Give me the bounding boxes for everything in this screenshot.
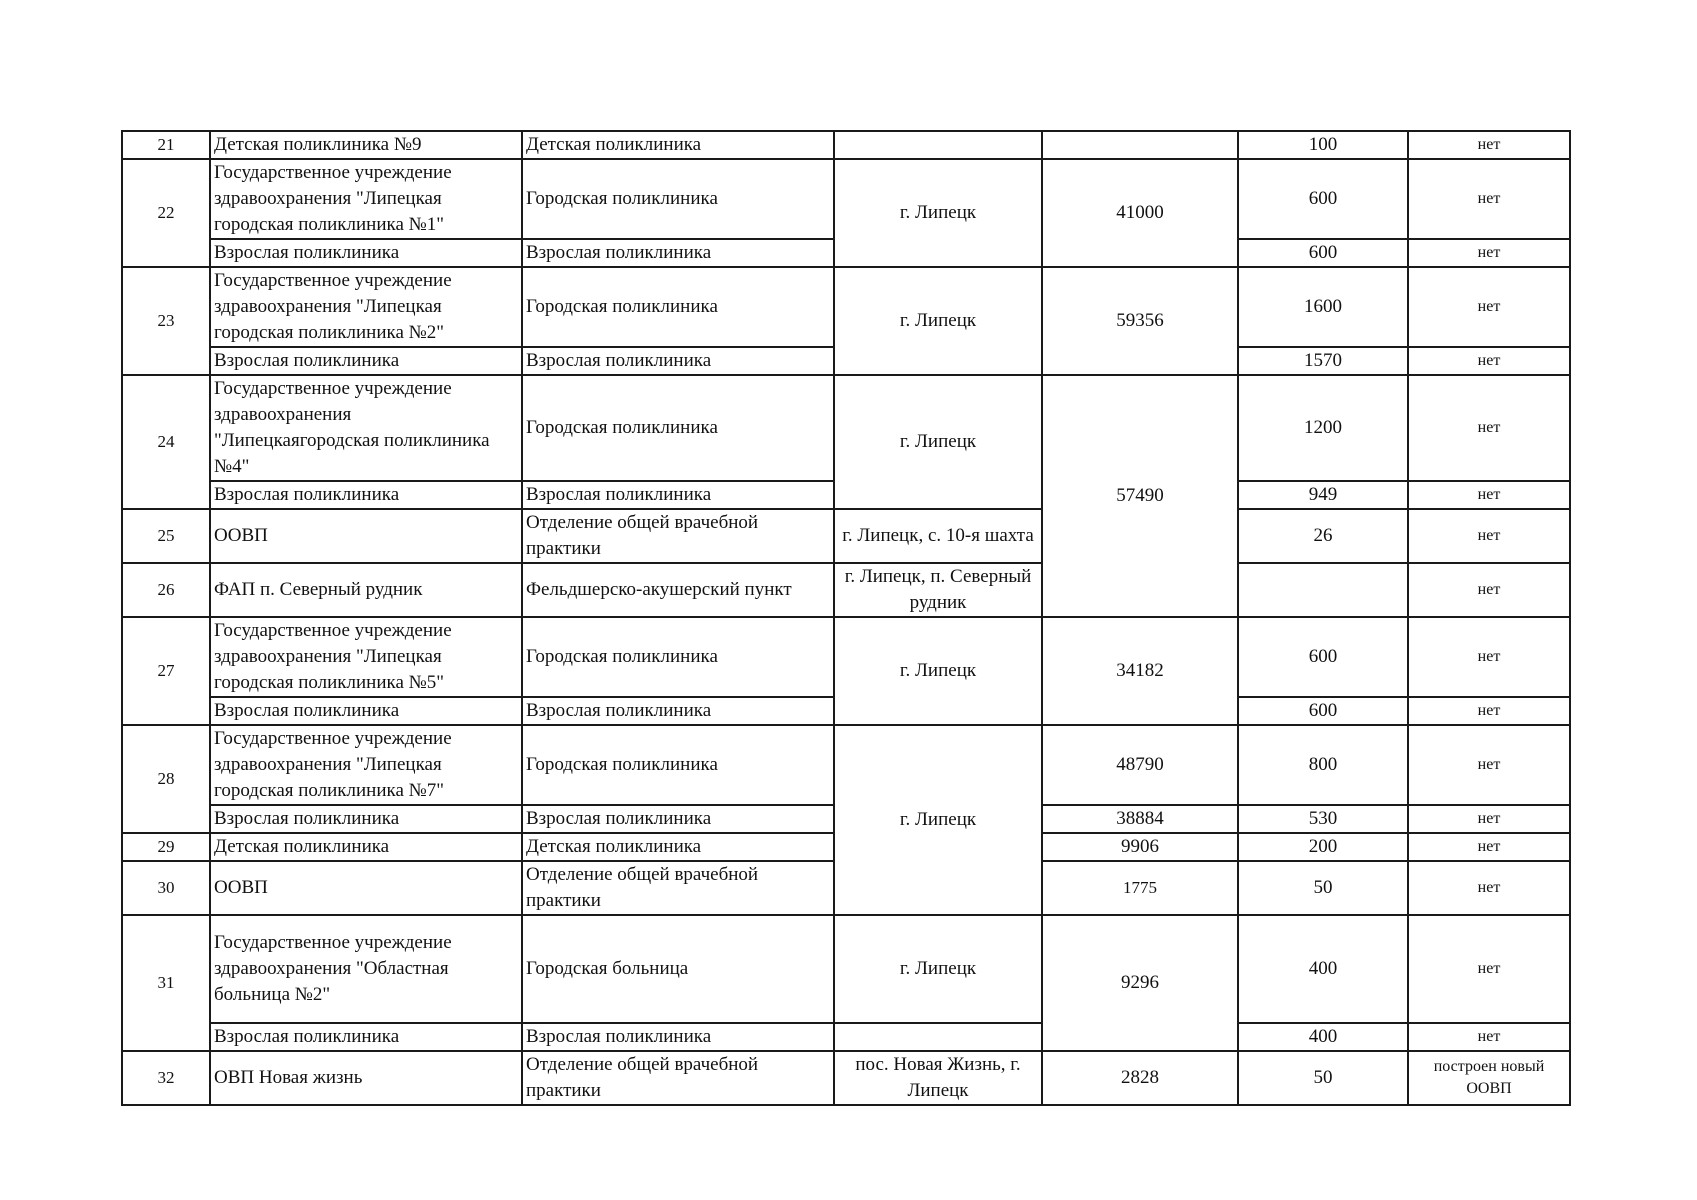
facility-name: Государственное учреждение здравоохранения "Липецкая городская поликлиника №2": [210, 267, 522, 347]
status-cell: нет: [1408, 805, 1570, 833]
capacity-cell: 50: [1238, 861, 1408, 915]
capacity-cell: 530: [1238, 805, 1408, 833]
table-row: [122, 1051, 1570, 1105]
capacity-cell: 26: [1238, 509, 1408, 563]
row-number: 22: [122, 159, 210, 267]
facility-type: Городская поликлиника: [522, 159, 834, 239]
facility-name: Государственное учреждение здравоохранения "Липецкая городская поликлиника №1": [210, 159, 522, 239]
status-cell: нет: [1408, 375, 1570, 481]
table-row: [122, 131, 1570, 159]
table-row: [122, 375, 1570, 481]
facility-type: Фельдшерско-акушерский пункт: [522, 563, 834, 617]
facility-type: Взрослая поликлиника: [522, 1023, 834, 1051]
population-cell: 9296: [1042, 915, 1238, 1051]
facility-type: Городская поликлиника: [522, 375, 834, 481]
capacity-cell: 1600: [1238, 267, 1408, 347]
row-number: 23: [122, 267, 210, 375]
status-cell: нет: [1408, 267, 1570, 347]
facility-name: Детская поликлиника: [210, 833, 522, 861]
location-cell: г. Липецк: [834, 267, 1042, 375]
row-number: 29: [122, 833, 210, 861]
status-cell: нет: [1408, 481, 1570, 509]
facility-name: Взрослая поликлиника: [210, 239, 522, 267]
facility-type: Детская поликлиника: [522, 833, 834, 861]
population-cell: 2828: [1042, 1051, 1238, 1105]
facilities-table: [121, 130, 1571, 1106]
location-cell: г. Липецк: [834, 725, 1042, 915]
table-row: [122, 267, 1570, 347]
status-cell: нет: [1408, 159, 1570, 239]
location-cell: г. Липецк: [834, 159, 1042, 267]
population-cell: 38884: [1042, 805, 1238, 833]
capacity-cell: 400: [1238, 915, 1408, 1023]
population-cell: 48790: [1042, 725, 1238, 805]
status-cell: нет: [1408, 131, 1570, 159]
location-cell: г. Липецк, п. Северный рудник: [834, 563, 1042, 617]
facility-name: ФАП п. Северный рудник: [210, 563, 522, 617]
table-row: [122, 617, 1570, 697]
row-number: 30: [122, 861, 210, 915]
row-number: 25: [122, 509, 210, 563]
facility-type: Взрослая поликлиника: [522, 697, 834, 725]
location-cell: г. Липецк: [834, 915, 1042, 1023]
location-cell: г. Липецк: [834, 375, 1042, 509]
status-cell: нет: [1408, 509, 1570, 563]
facility-name: ООВП: [210, 861, 522, 915]
row-number: 26: [122, 563, 210, 617]
facility-name: ОВП Новая жизнь: [210, 1051, 522, 1105]
facility-type: Взрослая поликлиника: [522, 347, 834, 375]
facility-name: Взрослая поликлиника: [210, 481, 522, 509]
table-row: [122, 915, 1570, 1023]
population-cell: [1042, 131, 1238, 159]
population-cell: 57490: [1042, 375, 1238, 617]
table-row: [122, 159, 1570, 239]
status-cell: нет: [1408, 1023, 1570, 1051]
status-cell: нет: [1408, 697, 1570, 725]
row-number: 28: [122, 725, 210, 833]
population-cell: 9906: [1042, 833, 1238, 861]
location-cell: г. Липецк: [834, 617, 1042, 725]
capacity-cell: 600: [1238, 159, 1408, 239]
facility-type: Взрослая поликлиника: [522, 239, 834, 267]
status-cell: нет: [1408, 347, 1570, 375]
capacity-cell: 949: [1238, 481, 1408, 509]
table-row: [122, 725, 1570, 805]
status-cell: нет: [1408, 915, 1570, 1023]
facility-type: Отделение общей врачебной практики: [522, 509, 834, 563]
population-cell: 59356: [1042, 267, 1238, 375]
status-cell: построен новый ООВП: [1408, 1051, 1570, 1105]
facility-type: Городская больница: [522, 915, 834, 1023]
row-number: 21: [122, 131, 210, 159]
capacity-cell: 600: [1238, 239, 1408, 267]
population-cell: 1775: [1042, 861, 1238, 915]
facility-name: Государственное учреждение здравоохранения "Липецкая городская поликлиника №7": [210, 725, 522, 805]
capacity-cell: 400: [1238, 1023, 1408, 1051]
facility-name: Государственное учреждение здравоохранения "Липецкая городская поликлиника №5": [210, 617, 522, 697]
facility-name: Взрослая поликлиника: [210, 1023, 522, 1051]
location-cell: [834, 1023, 1042, 1051]
capacity-cell: 200: [1238, 833, 1408, 861]
table-row: [122, 509, 1570, 563]
location-cell: пос. Новая Жизнь, г. Липецк: [834, 1051, 1042, 1105]
table-row: [122, 1023, 1570, 1051]
facility-name: Государственное учреждение здравоохранения "Липецкаягородская поликлиника №4": [210, 375, 522, 481]
location-cell: г. Липецк, с. 10-я шахта: [834, 509, 1042, 563]
capacity-cell: 600: [1238, 697, 1408, 725]
facility-type: Взрослая поликлиника: [522, 805, 834, 833]
status-cell: нет: [1408, 833, 1570, 861]
facility-name: Государственное учреждение здравоохранения "Областная больница №2": [210, 915, 522, 1023]
row-number: 24: [122, 375, 210, 509]
facility-type: Взрослая поликлиника: [522, 481, 834, 509]
row-number: 27: [122, 617, 210, 725]
facility-type: Отделение общей врачебной практики: [522, 1051, 834, 1105]
capacity-cell: 50: [1238, 1051, 1408, 1105]
facility-name: ООВП: [210, 509, 522, 563]
status-cell: нет: [1408, 239, 1570, 267]
row-number: 32: [122, 1051, 210, 1105]
row-number: 31: [122, 915, 210, 1051]
capacity-cell: 800: [1238, 725, 1408, 805]
status-cell: нет: [1408, 725, 1570, 805]
facility-name: Взрослая поликлиника: [210, 347, 522, 375]
status-cell: нет: [1408, 861, 1570, 915]
facility-type: Детская поликлиника: [522, 131, 834, 159]
capacity-cell: 100: [1238, 131, 1408, 159]
population-cell: 41000: [1042, 159, 1238, 267]
facility-type: Отделение общей врачебной практики: [522, 861, 834, 915]
capacity-cell: 1200: [1238, 375, 1408, 481]
capacity-cell: 1570: [1238, 347, 1408, 375]
facility-name: Детская поликлиника №9: [210, 131, 522, 159]
capacity-cell: [1238, 563, 1408, 617]
facility-name: Взрослая поликлиника: [210, 697, 522, 725]
status-cell: нет: [1408, 563, 1570, 617]
location-cell: [834, 131, 1042, 159]
status-cell: нет: [1408, 617, 1570, 697]
facility-type: Городская поликлиника: [522, 267, 834, 347]
population-cell: 34182: [1042, 617, 1238, 725]
facility-name: Взрослая поликлиника: [210, 805, 522, 833]
capacity-cell: 600: [1238, 617, 1408, 697]
facility-type: Городская поликлиника: [522, 725, 834, 805]
table-row: [122, 563, 1570, 617]
facility-type: Городская поликлиника: [522, 617, 834, 697]
